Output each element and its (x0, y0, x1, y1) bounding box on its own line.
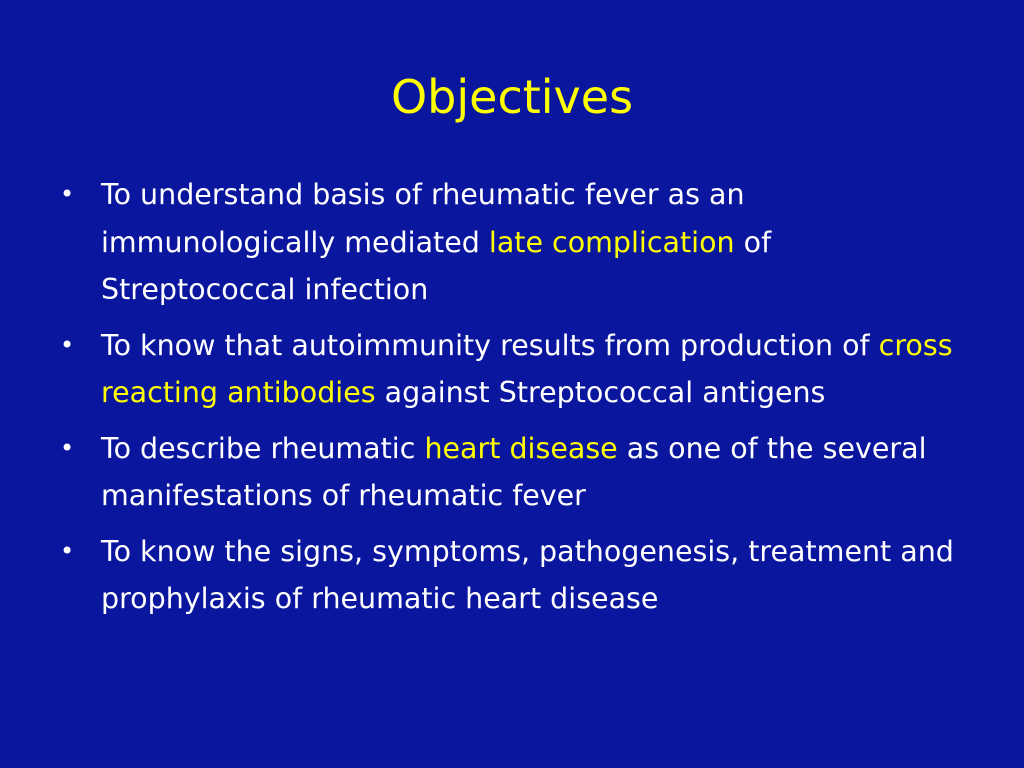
bullet-text: To describe rheumatic (101, 431, 425, 465)
list-item (58, 528, 958, 623)
highlight-text: heart disease (424, 431, 618, 465)
highlight-text: cross reacting antibodies (101, 328, 953, 409)
bullet-icon: • (60, 433, 75, 462)
bullet-text: To know the signs, symptoms, pathogenesis, treatment and prophylaxis of rheumatic heart disease (101, 534, 954, 615)
slide-title: Objectives (390, 70, 634, 124)
bullet-text: as one of the several manifestations of rheumatic fever (101, 431, 927, 512)
bullet-text: To understand basis of rheumatic fever as an immunologically mediated (101, 178, 745, 259)
bullet-icon: • (60, 180, 75, 208)
bullet-icon: • (60, 330, 75, 359)
list-item (58, 171, 958, 314)
list-item (58, 322, 958, 417)
list-item (58, 425, 958, 520)
objectives-list (58, 171, 958, 631)
highlight-text: late complication (488, 225, 735, 259)
bullet-text: of Streptococcal infection (101, 225, 772, 306)
bullet-text: To know that autoimmunity results from production of (101, 328, 879, 362)
bullet-icon: • (60, 536, 75, 565)
bullet-text: against Streptococcal antigens (375, 376, 826, 409)
